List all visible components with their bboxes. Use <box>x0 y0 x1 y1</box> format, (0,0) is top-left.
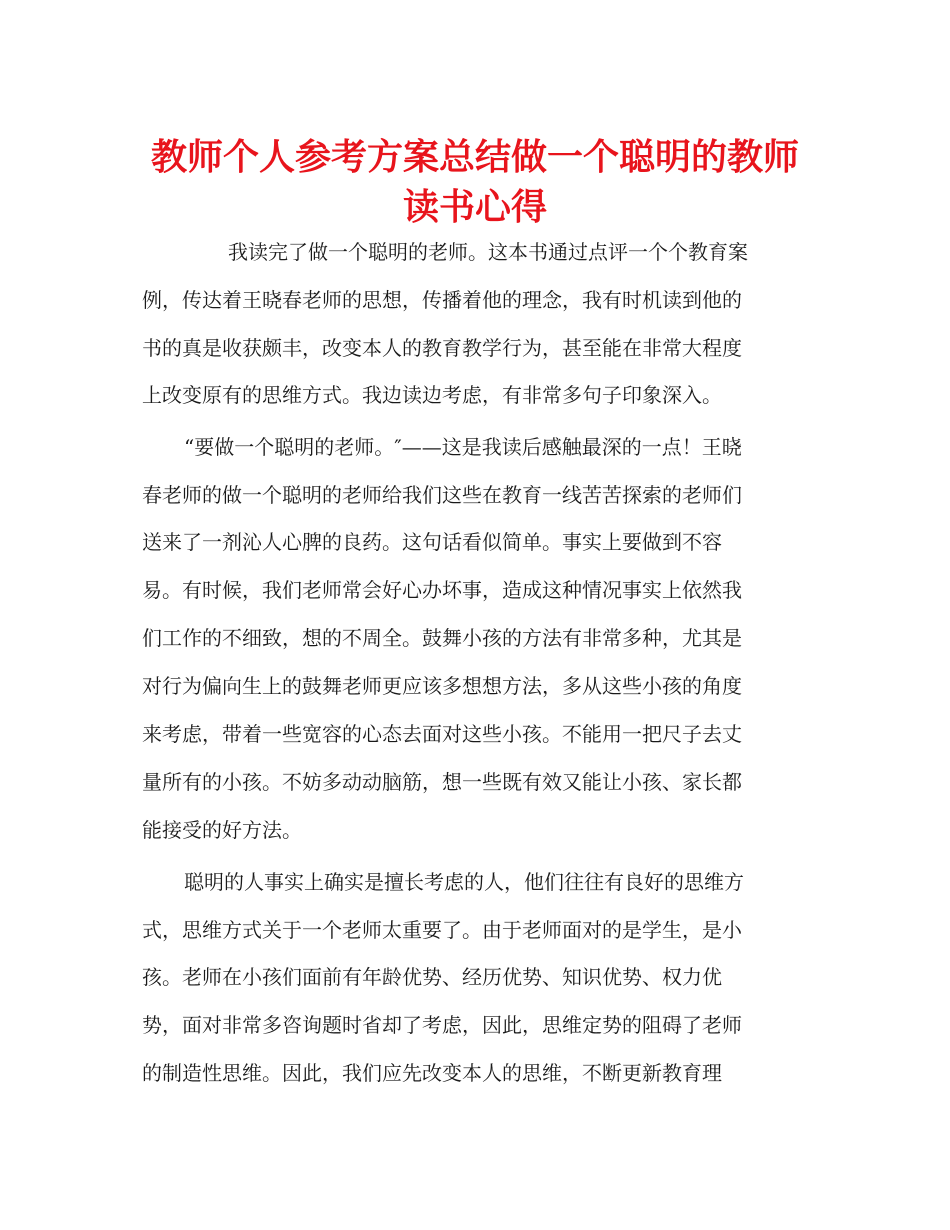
paragraph-1-line-3: 书的真是收获颇丰，改变本人的教育教学行为，甚至能在非常大程度 <box>142 336 742 360</box>
paragraph-2-line-3: 送来了一剂沁人心脾的良药。这句话看似简单。事实上要做到不容 <box>142 530 722 554</box>
document-title-line-2: 读书心得 <box>402 187 547 228</box>
paragraph-3-line-3: 孩。老师在小孩们面前有年龄优势、经历优势、知识优势、权力优 <box>142 965 722 989</box>
paragraph-2-line-8: 量所有的小孩。不妨多动动脑筋，想一些既有效又能让小孩、家长都 <box>142 770 742 794</box>
paragraph-2-line-5: 们工作的不细致，想的不周全。鼓舞小孩的方法有非常多种，尤其是 <box>142 626 742 650</box>
paragraph-2-line-1: “要做一个聪明的老师。″——这是我读后感触最深的一点！王晓 <box>184 435 742 459</box>
paragraph-3-line-2: 式，思维方式关于一个老师太重要了。由于老师面对的是学生，是小 <box>142 918 742 942</box>
paragraph-2-line-7: 来考虑，带着一些宽容的心态去面对这些小孩。不能用一把尺子去丈 <box>142 722 742 746</box>
paragraph-1-line-4: 上改变原有的思维方式。我边读边考虑，有非常多句子印象深入。 <box>142 383 722 407</box>
paragraph-2-line-6: 对行为偏向生上的鼓舞老师更应该多想想方法，多从这些小孩的角度 <box>142 674 742 698</box>
paragraph-2-line-9: 能接受的好方法。 <box>142 818 302 842</box>
paragraph-2-line-4: 易。有时候，我们老师常会好心办坏事，造成这种情况事实上依然我 <box>142 578 742 602</box>
paragraph-3-line-5: 的制造性思维。因此，我们应先改变本人的思维，不断更新教育理 <box>142 1061 722 1085</box>
paragraph-2-line-2: 春老师的做一个聪明的老师给我们这些在教育一线苦苦探索的老师们 <box>142 483 742 507</box>
paragraph-1-line-1: 我读完了做一个聪明的老师。这本书通过点评一个个教育案 <box>228 240 748 264</box>
paragraph-3-line-1: 聪明的人事实上确实是擅长考虑的人，他们往往有良好的思维方 <box>184 870 744 894</box>
paragraph-1-line-2: 例，传达着王晓春老师的思想，传播着他的理念，我有时机读到他的 <box>142 288 742 312</box>
paragraph-3-line-4: 势，面对非常多咨询题时省却了考虑，因此，思维定势的阻碍了老师 <box>142 1013 742 1037</box>
document-title-line-1: 教师个人参考方案总结做一个聪明的教师 <box>150 137 799 178</box>
